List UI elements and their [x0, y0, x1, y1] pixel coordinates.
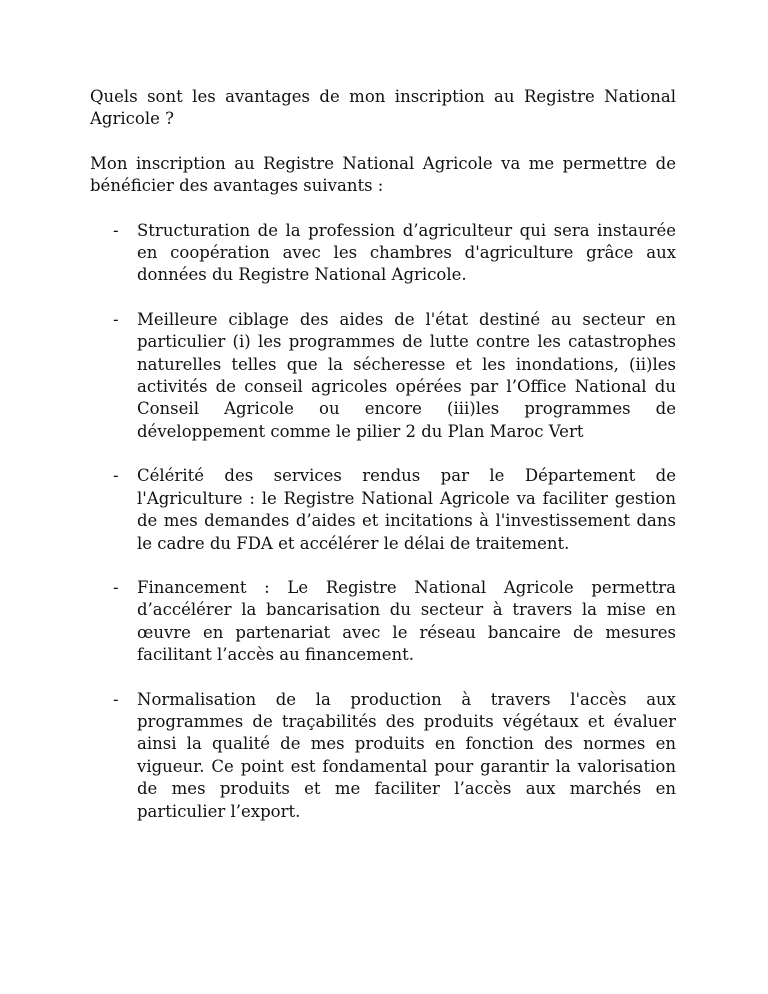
- benefit-text: Normalisation de la production à travers l'accès aux programmes de traçabilités des produits végétaux et évaluer ainsi la qualité de mes produits en fonction des normes en vigueur. Ce point est fondamental pour garantir la valorisation de mes produits et me faciliter l’accès aux marchés en particulier l’export.: [137, 689, 676, 821]
- benefit-text: Financement : Le Registre National Agricole permettra d’accélérer la bancarisation du secteur à travers la mise en œuvre en partenariat avec le réseau bancaire de mesures facilitant l’accès au financement.: [137, 577, 676, 665]
- intro-paragraph: Mon inscription au Registre National Agricole va me permettre de bénéficier des avantages suivants :: [90, 153, 676, 196]
- benefit-text: Structuration de la profession d’agriculteur qui sera instaurée en coopération avec les chambres d'agriculture grâce aux données du Registre National Agricole.: [137, 220, 676, 285]
- bullet-dash: -: [113, 466, 119, 486]
- benefit-item-financement: [90, 577, 676, 667]
- bullet-dash: -: [113, 309, 119, 329]
- benefit-item-ciblage: [90, 309, 676, 443]
- benefit-text: Célérité des services rendus par le Département de l'Agriculture : le Registre National Agricole va faciliter gestion de mes demandes d’aides et incitations à l'investissement dans le cadre du FDA et accélérer le délai de traitement.: [137, 466, 676, 553]
- question-heading: Quels sont les avantages de mon inscription au Registre National Agricole ?: [90, 87, 676, 129]
- benefits-list: [90, 220, 676, 823]
- bullet-dash: -: [113, 689, 119, 709]
- bullet-dash: -: [113, 577, 119, 597]
- benefit-item-structuration: [90, 220, 676, 287]
- bullet-dash: -: [113, 220, 119, 240]
- benefit-item-normalisation: [90, 689, 676, 823]
- benefit-text: Meilleure ciblage des aides de l'état destiné au secteur en particulier (i) les programmes de lutte contre les catastrophes naturelles telles que la sécheresse et les inondations, (ii)les activités de conseil agricoles opérées par l’Office National du Conseil Agricole ou encore (iii)les programmes de développement comme le pilier 2 du Plan Maroc Vert: [137, 309, 676, 441]
- benefit-item-celerite: [90, 465, 676, 555]
- document-page: [90, 86, 676, 845]
